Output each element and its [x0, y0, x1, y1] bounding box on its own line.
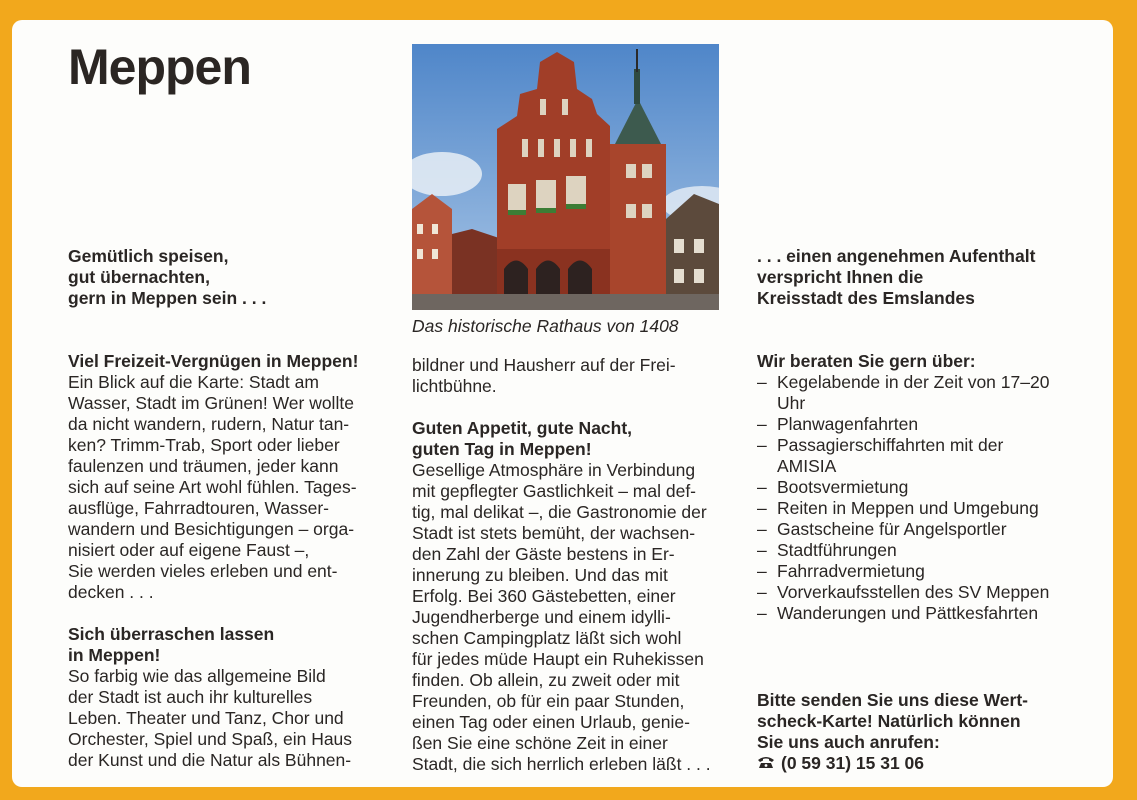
intro-line: verspricht Ihnen die [757, 267, 924, 287]
list-item-text: Vorverkaufsstellen des SV Meppen [777, 582, 1050, 602]
list-item [757, 498, 1087, 519]
body-line: lichtbühne. [412, 376, 497, 396]
body-line: der Kunst und die Natur als Bühnen- [68, 750, 352, 770]
list-item-text: Gastscheine für Angelsportler [777, 519, 1007, 539]
list-item [757, 582, 1087, 603]
body-line: tig, mal delikat –, die Gastronomie der [412, 502, 707, 522]
section-heading: Viel Freizeit-Vergnügen in Meppen! [68, 351, 359, 371]
phone-number[interactable]: (0 59 31) 15 31 06 [781, 753, 925, 773]
intro-line: Gemütlich speisen, [68, 246, 229, 266]
section-heading: Sich überraschen lassen [68, 624, 275, 644]
body-line: mit gepflegter Gastlichkeit – mal def- [412, 481, 697, 501]
list-item-text: Uhr [777, 393, 806, 413]
list-item-text: Passagierschiffahrten mit der [777, 435, 1004, 455]
intro-line: gern in Meppen sein . . . [68, 288, 267, 308]
body-line: Leben. Theater und Tanz, Chor und [68, 708, 344, 728]
body-line: Sie werden vieles erleben und ent- [68, 561, 338, 581]
closing-line: scheck-Karte! Natürlich können [757, 711, 1021, 731]
intro-line: . . . einen angenehmen Aufenthalt [757, 246, 1036, 266]
list-item [757, 477, 1087, 498]
page-title: Meppen [68, 39, 251, 95]
telephone-icon [757, 753, 775, 774]
body-line: da nicht wandern, rudern, Natur tan- [68, 414, 350, 434]
services-list [757, 372, 1087, 624]
body-line: decken . . . [68, 582, 154, 602]
intro-line: gut übernachten, [68, 267, 210, 287]
section-heading: Guten Appetit, gute Nacht, [412, 418, 633, 438]
body-line: Wasser, Stadt im Grünen! Wer wollte [68, 393, 354, 413]
list-item-text: Bootsvermietung [777, 477, 909, 497]
body-line: einen Tag oder einen Urlaub, genie- [412, 712, 690, 732]
body-line: faulenzen und träumen, jeder kann [68, 456, 339, 476]
body-line: den Zahl der Gäste bestens in Er- [412, 544, 675, 564]
body-line: Freunden, ob für ein paar Stunden, [412, 691, 685, 711]
list-item-text: Fahrradvermietung [777, 561, 925, 581]
closing-line: Bitte senden Sie uns diese Wert- [757, 690, 1028, 710]
body-line: finden. Ob allein, zu zweit oder mit [412, 670, 680, 690]
section-heading: guten Tag in Meppen! [412, 439, 592, 459]
body-line: schen Campingplatz läßt sich wohl [412, 628, 682, 648]
body-line: Gesellige Atmosphäre in Verbindung [412, 460, 696, 480]
column-middle [412, 355, 742, 775]
photo-caption: Das historische Rathaus von 1408 [412, 316, 679, 336]
dash-marker: – [757, 582, 767, 602]
list-item [757, 561, 1087, 582]
list-item-text: Stadtführungen [777, 540, 897, 560]
body-line: Stadt, die sich herrlich erleben läßt . . . [412, 754, 711, 774]
dash-marker: – [757, 498, 767, 518]
body-line: ken? Trimm-Trab, Sport oder lieber [68, 435, 340, 455]
intro-line: Kreisstadt des Emslandes [757, 288, 975, 308]
dash-marker: – [757, 414, 767, 434]
dash-marker: – [757, 603, 767, 623]
body-line: wandern und Besichtigungen – orga- [68, 519, 355, 539]
dash-marker: – [757, 435, 767, 455]
dash-marker: – [757, 477, 767, 497]
dash-marker: – [757, 561, 767, 581]
body-line: sich auf seine Art wohl fühlen. Tages- [68, 477, 357, 497]
rathaus-illustration [412, 44, 719, 310]
list-item-text: Wanderungen und Pättkesfahrten [777, 603, 1039, 623]
rathaus-photo [412, 44, 719, 310]
closing-line: Sie uns auch anrufen: [757, 732, 940, 752]
body-line: Ein Blick auf die Karte: Stadt am [68, 372, 319, 392]
body-line: ßen Sie eine schöne Zeit in einer [412, 733, 668, 753]
body-line: Jugendherberge und einem idylli- [412, 607, 671, 627]
body-line: Stadt ist stets bemüht, der wachsen- [412, 523, 696, 543]
column-right [757, 246, 1087, 624]
list-item-text: Reiten in Meppen und Umgebung [777, 498, 1039, 518]
phone-line [757, 753, 1087, 774]
list-item [757, 540, 1087, 561]
list-item [757, 414, 1087, 435]
body-line: der Stadt ist auch ihr kulturelles [68, 687, 313, 707]
body-line: bildner und Hausherr auf der Frei- [412, 355, 676, 375]
list-item [757, 435, 1087, 477]
list-item-text: Planwagenfahrten [777, 414, 919, 434]
body-line: ausflüge, Fahrradtouren, Wasser- [68, 498, 329, 518]
body-line: für jedes müde Haupt ein Ruhekissen [412, 649, 704, 669]
list-item [757, 603, 1087, 624]
list-item [757, 519, 1087, 540]
body-line: Erfolg. Bei 360 Gästebetten, einer [412, 586, 676, 606]
dash-marker: – [757, 372, 767, 392]
section-heading: in Meppen! [68, 645, 161, 665]
dash-marker: – [757, 519, 767, 539]
body-line: nisiert oder auf eigene Faust –, [68, 540, 310, 560]
dash-marker: – [757, 540, 767, 560]
body-line: innerung zu bleiben. Und das mit [412, 565, 668, 585]
list-heading: Wir beraten Sie gern über: [757, 351, 976, 371]
column-left [68, 246, 398, 771]
body-line: So farbig wie das allgemeine Bild [68, 666, 326, 686]
body-line: Orchester, Spiel und Spaß, ein Haus [68, 729, 353, 749]
list-item [757, 372, 1087, 414]
list-item-text: AMISIA [777, 456, 837, 476]
closing-block [757, 690, 1087, 774]
list-item-text: Kegelabende in der Zeit von 17–20 [777, 372, 1050, 392]
